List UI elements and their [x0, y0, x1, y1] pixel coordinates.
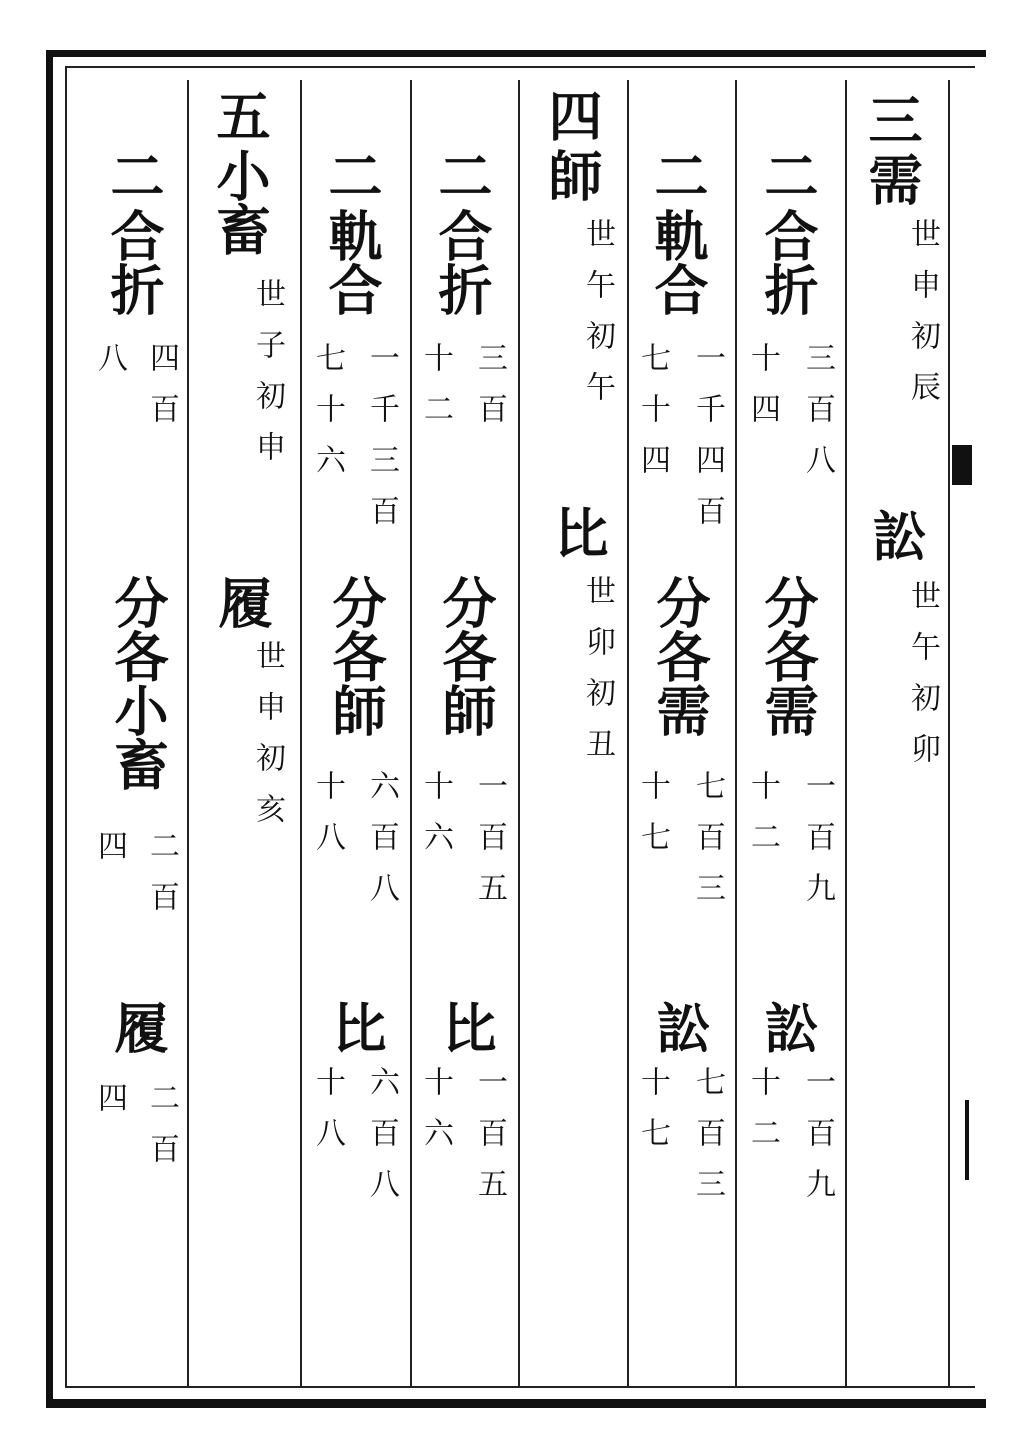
column-6-entry-2-note-left: 十八 — [310, 770, 345, 872]
column-8-entry-1-note-left: 八 — [92, 342, 127, 393]
column-3-heading: 二 — [646, 148, 710, 202]
column-5-entry-1-name: 合折 — [430, 208, 494, 316]
column-7-entry-2-note: 世申初亥 — [250, 640, 285, 844]
margin-tick-mark — [965, 1100, 969, 1180]
column-rule — [518, 80, 520, 1386]
column-2-entry-1-note-left: 十四 — [745, 342, 780, 444]
column-1-entry-2-note: 世午初卯 — [905, 580, 940, 784]
column-7-entry-1-name: 小畜 — [208, 148, 272, 256]
column-3-entry-3-name: 訟 — [648, 1000, 712, 1054]
column-2-entry-2-note-right: 一百九 — [800, 770, 835, 923]
column-3-entry-3-note-left: 十七 — [635, 1066, 670, 1168]
column-rule — [845, 80, 847, 1386]
column-8-entry-2-note-left: 四 — [92, 830, 127, 881]
column-5-entry-2-note-left: 十六 — [418, 770, 453, 872]
column-3-entry-1-name: 軌合 — [646, 208, 710, 316]
column-1-entry-1-note: 世申初辰 — [905, 218, 940, 422]
column-6-heading: 二 — [320, 148, 384, 202]
column-6-entry-3-note-left: 十八 — [310, 1066, 345, 1168]
column-5-entry-2-name: 分各師 — [434, 575, 498, 737]
column-3-entry-2-name: 分各需 — [648, 575, 712, 737]
column-8-entry-2-note-right: 二百 — [144, 830, 179, 932]
column-3-entry-2-note-left: 十七 — [635, 770, 670, 872]
column-4-entry-2-name: 比 — [546, 505, 610, 559]
column-8-entry-2-name: 分各小畜 — [106, 575, 170, 791]
column-6-entry-3-note-right: 六百八 — [364, 1066, 399, 1219]
column-8-entry-1-note-right: 四百 — [144, 342, 179, 444]
column-4-entry-1-note: 世午初午 — [580, 218, 615, 422]
column-3-entry-3-note-right: 七百三 — [690, 1066, 725, 1219]
column-1-entry-1-name: 需 — [860, 152, 924, 206]
column-2-entry-1-name: 合折 — [756, 208, 820, 316]
column-7-entry-1-note: 世子初申 — [250, 278, 285, 482]
column-8-entry-3-note-right: 二百 — [144, 1082, 179, 1184]
column-7-heading: 五 — [208, 88, 272, 142]
column-rule — [187, 80, 189, 1386]
column-2-entry-1-note-right: 三百八 — [800, 342, 835, 495]
column-6-entry-2-note-right: 六百八 — [364, 770, 399, 923]
column-2-entry-3-note-left: 十二 — [745, 1066, 780, 1168]
column-5-entry-3-note-left: 十六 — [418, 1066, 453, 1168]
column-3-entry-2-note-right: 七百三 — [690, 770, 725, 923]
column-rule — [735, 80, 737, 1386]
column-2-entry-2-note-left: 十二 — [745, 770, 780, 872]
column-5-entry-2-note-right: 一百五 — [472, 770, 507, 923]
column-7-entry-2-name: 履 — [210, 575, 274, 629]
column-rule — [627, 80, 629, 1386]
column-5-entry-1-note-left: 十二 — [418, 342, 453, 444]
column-1-heading: 三 — [860, 92, 924, 146]
column-3-entry-1-note-right: 一千四百 — [690, 342, 725, 546]
column-6-entry-1-note-right: 一千三百 — [364, 342, 399, 546]
column-6-entry-1-name: 軌合 — [320, 208, 384, 316]
column-6-entry-3-name: 比 — [324, 1000, 388, 1054]
column-rule — [948, 80, 950, 1386]
column-5-entry-3-name: 比 — [434, 1000, 498, 1054]
column-5-heading: 二 — [430, 148, 494, 202]
column-5-entry-3-note-right: 一百五 — [472, 1066, 507, 1219]
column-1-entry-2-name: 訟 — [864, 508, 928, 562]
column-6-entry-1-note-left: 七十六 — [310, 342, 345, 495]
column-8-entry-3-note-left: 四 — [92, 1082, 127, 1133]
column-8-heading: 二 — [102, 148, 166, 202]
column-8-entry-1-name: 合折 — [102, 208, 166, 316]
column-2-entry-2-name: 分各需 — [756, 575, 820, 737]
column-4-entry-1-name: 師 — [540, 148, 604, 202]
column-4-entry-2-note: 世卯初丑 — [580, 575, 615, 779]
column-8-entry-3-name: 履 — [106, 1000, 170, 1054]
column-3-entry-1-note-left: 七十四 — [635, 342, 670, 495]
column-5-entry-1-note-right: 三百 — [472, 342, 507, 444]
column-4-heading: 四 — [540, 88, 604, 142]
column-rule — [300, 80, 302, 1386]
column-rule — [410, 80, 412, 1386]
column-2-entry-3-name: 訟 — [756, 1000, 820, 1054]
column-6-entry-2-name: 分各師 — [324, 575, 388, 737]
column-2-entry-3-note-right: 一百九 — [800, 1066, 835, 1219]
page-border-inner — [65, 66, 975, 1388]
column-2-heading: 二 — [756, 148, 820, 202]
margin-block-mark — [952, 445, 972, 485]
